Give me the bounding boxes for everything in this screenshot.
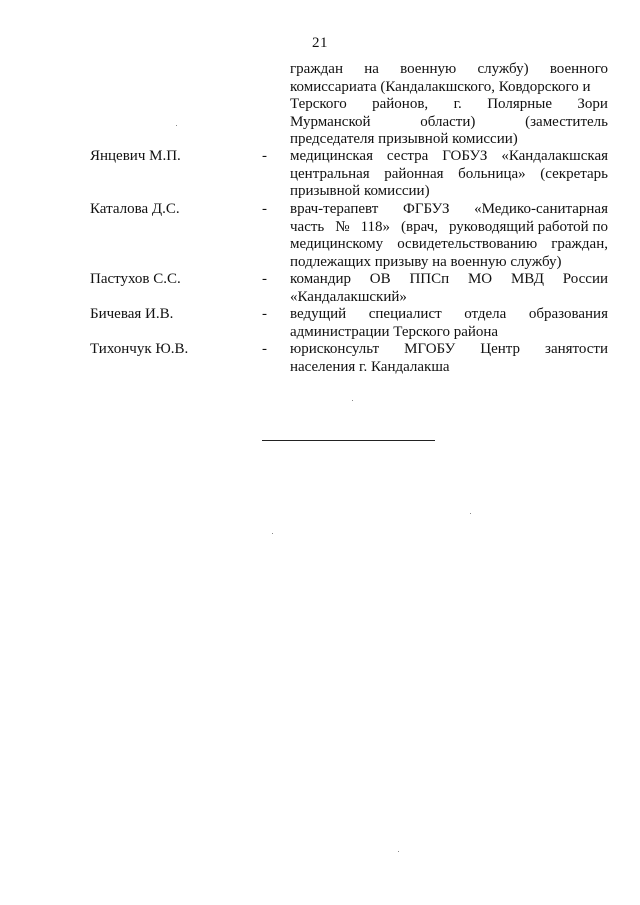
member-name: Каталова Д.С. (90, 201, 180, 217)
scan-speck (398, 851, 399, 852)
text-line: «Кандалакшский» (290, 288, 407, 305)
member-dash: - (262, 148, 267, 164)
text-line: граждан на военную службу) военного (290, 61, 608, 77)
text-line: Терского районов, г. Полярные Зори (290, 96, 608, 112)
closing-rule (262, 440, 435, 441)
member-position (290, 306, 608, 341)
text-line: юрисконсульт МГОБУ Центр занятости (290, 341, 608, 357)
scan-speck (470, 513, 471, 514)
member-name: Пастухов С.С. (90, 271, 181, 287)
text-line: населения г. Кандалакша (290, 358, 450, 375)
text-line: администрации Терского района (290, 323, 499, 340)
text-line: командир ОВ ППСп МО МВД России (290, 271, 608, 287)
text-line: медицинскому освидетельствованию граждан, (290, 236, 608, 252)
text-line: центральная районная больница» (секретарь (290, 165, 608, 182)
text-line: ведущий специалист отдела образования (290, 306, 608, 322)
scan-speck (272, 533, 273, 534)
member-name: Янцевич М.П. (90, 148, 181, 164)
scan-speck (352, 400, 353, 401)
text-line: медицинская сестра ГОБУЗ «Кандалакшская (290, 148, 608, 164)
text-line: часть № 118» (врач, руководящий работой по (290, 218, 608, 235)
text-line: призывной комиссии) (290, 183, 430, 199)
member-position (290, 201, 608, 271)
member-position (290, 148, 608, 201)
member-dash: - (262, 271, 267, 287)
text-line: подлежащих призыву на военную службу) (290, 253, 562, 270)
member-position (290, 341, 608, 376)
member-name: Бичевая И.В. (90, 306, 174, 322)
text-line: председателя призывной комиссии) (290, 131, 518, 147)
member-dash: - (262, 306, 267, 322)
continuation-text (290, 61, 608, 149)
text-line: Мурманской области) (заместитель (290, 113, 608, 130)
member-dash: - (262, 201, 267, 217)
member-dash: - (262, 341, 267, 357)
text-line: комиссариата (Кандалакшского, Ковдорского и (290, 78, 591, 95)
scan-speck (176, 125, 177, 126)
text-line: врач-терапевт ФГБУЗ «Медико-санитарная (290, 201, 608, 217)
page-number: 21 (312, 35, 328, 51)
member-position (290, 271, 608, 306)
member-name: Тихончук Ю.В. (90, 341, 189, 357)
